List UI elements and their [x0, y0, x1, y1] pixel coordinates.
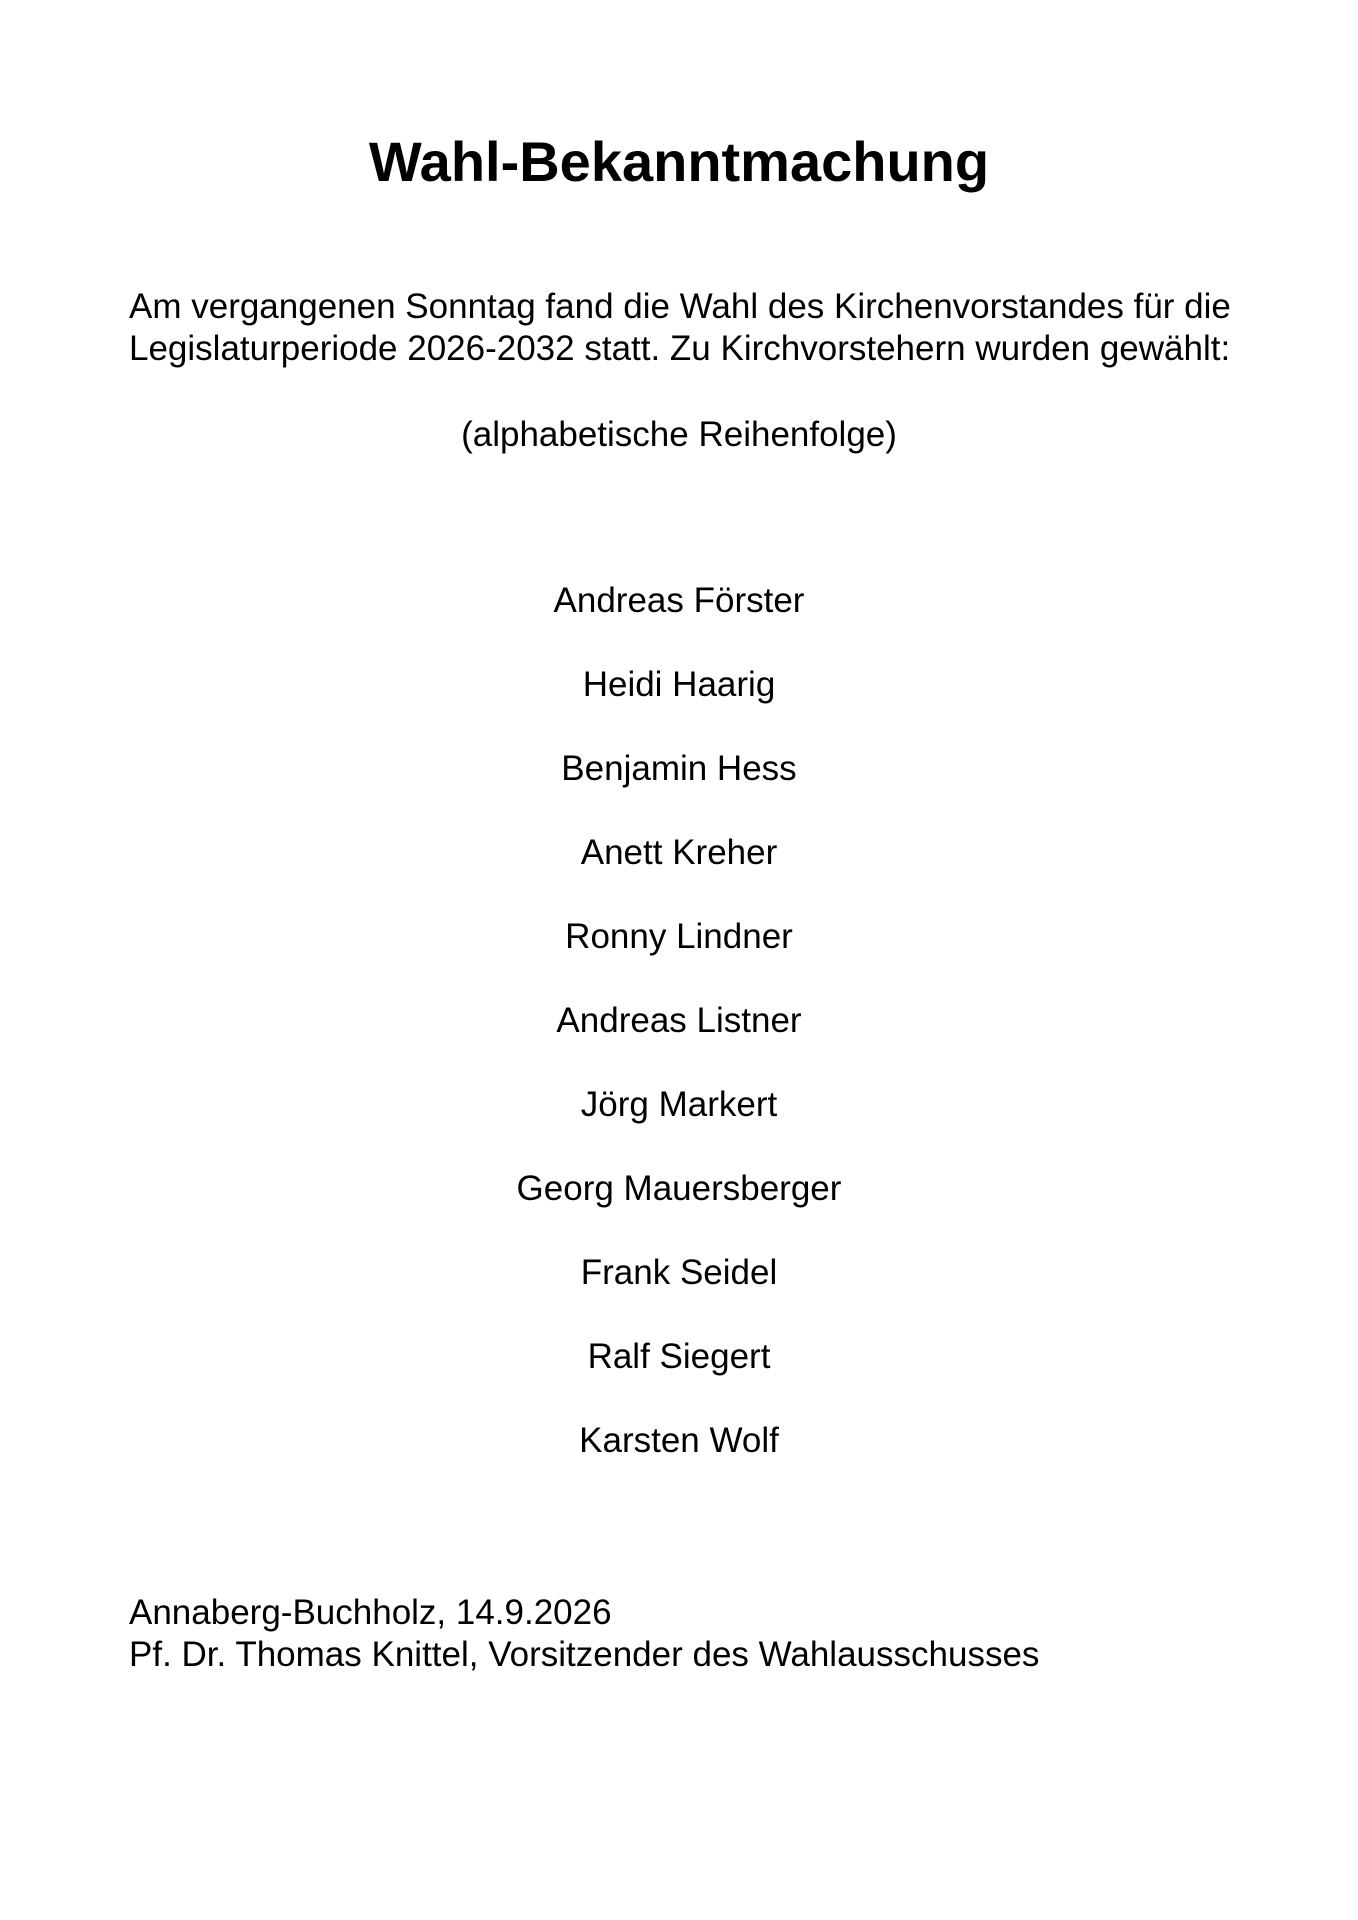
order-note: (alphabetische Reihenfolge) — [461, 415, 897, 454]
list-item: Ralf Siegert — [587, 1337, 771, 1376]
footer — [129, 1592, 1249, 1676]
list-item: Benjamin Hess — [561, 749, 797, 788]
list-item: Andreas Listner — [556, 1001, 802, 1040]
signature-line: Pf. Dr. Thomas Knittel, Vorsitzender des Wahlausschusses — [129, 1635, 1040, 1674]
list-item: Heidi Haarig — [582, 665, 776, 704]
place-date: Annaberg-Buchholz, 14.9.2026 — [129, 1593, 612, 1632]
list-item: Frank Seidel — [580, 1253, 778, 1292]
list-item: Ronny Lindner — [565, 917, 793, 956]
list-item: Georg Mauersberger — [516, 1169, 842, 1208]
list-item: Karsten Wolf — [579, 1421, 779, 1460]
list-item: Jörg Markert — [580, 1085, 778, 1124]
intro-paragraph: Am vergangenen Sonntag fand die Wahl des Kirchenvorstandes für die Legislaturperiode 2026-2032 statt. Zu Kirchvorstehern wurden gewählt: — [129, 287, 1231, 368]
list-item: Andreas Förster — [553, 581, 805, 620]
list-item: Anett Kreher — [580, 833, 778, 872]
page-title: Wahl-Bekanntmachung — [368, 130, 990, 193]
elected-members-list — [0, 580, 1358, 1504]
